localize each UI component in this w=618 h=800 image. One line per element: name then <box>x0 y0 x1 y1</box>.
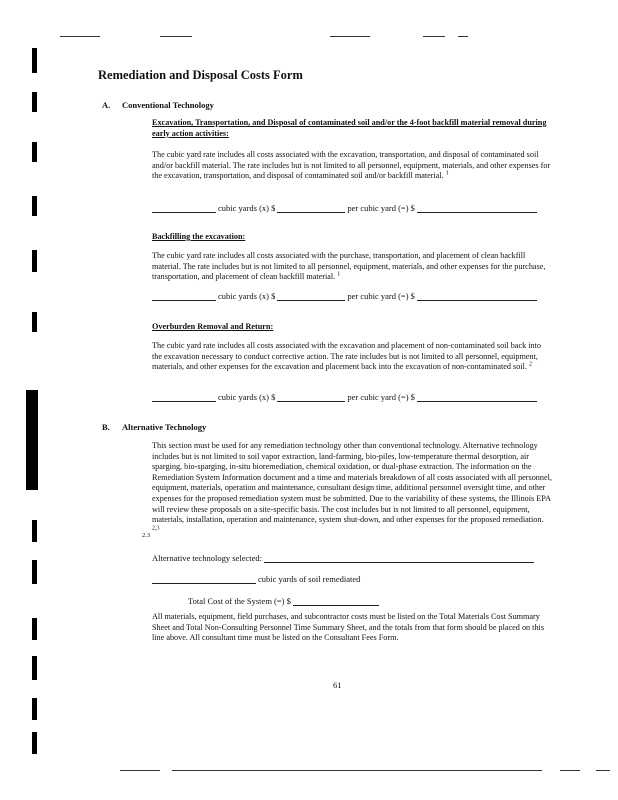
overburden-body: The cubic yard rate includes all costs associated with the excavation and placement of non-contaminated soil back into the excavation necessary to conduct corrective action. The rate includes but is not limited to all personnel, equipment, materials, and other expenses for the excavation and placement back into the excavation of non-contaminated soil. <box>152 341 541 372</box>
backfilling-paragraph <box>152 251 552 283</box>
scan-line <box>458 36 468 37</box>
excavation-cost-row <box>152 203 537 213</box>
cubic-yards-remediated-field[interactable] <box>152 574 256 584</box>
backfilling-heading: Backfilling the excavation: <box>152 232 246 241</box>
excavation-cubic-yards-field[interactable] <box>152 203 216 213</box>
overburden-cubic-yards-field[interactable] <box>152 392 216 402</box>
cubic-yards-remediated-label: cubic yards of soil remediated <box>258 574 361 584</box>
backfilling-total-field[interactable] <box>417 291 537 301</box>
excavation-heading: Excavation, Transportation, and Disposal of contaminated soil and/or the 4-foot backfill material removal during early action activities: <box>152 118 547 138</box>
backfilling-body: The cubic yard rate includes all costs associated with the purchase, transportation, and placement of clean backfill material. The rate includes but is not limited to all personnel, equipment, materials, and other expenses for the purchase, transportation, and placement of clean backfill material. <box>152 251 546 282</box>
backfilling-cost-row <box>152 291 537 301</box>
margin-mark: 2.3 <box>142 532 151 539</box>
cubic-yards-remediated-row <box>152 574 360 584</box>
total-cost-label: Total Cost of the System (=) $ <box>188 596 291 606</box>
section-a-title: Conventional Technology <box>122 100 214 110</box>
scan-line <box>330 36 370 37</box>
alternative-selected-row <box>152 553 534 563</box>
scan-line <box>596 770 610 771</box>
excavation-body: The cubic yard rate includes all costs associated with the excavation, transportation, and disposal of contaminated soil and/or backfill material. The rate includes but is not limited to all personnel, equipment, materials, and other expenses for the excavation, transportation, and disposal of contaminated soil and/or backfill material. <box>152 150 551 181</box>
overburden-paragraph <box>152 341 552 373</box>
alternative-selected-label: Alternative technology selected: <box>152 553 262 563</box>
closing-paragraph: All materials, equipment, field purchases, and subcontractor costs must be listed on the Total Materials Cost Summary Sheet and Total Non-Consulting Personnel Time Summary Sheet, and the totals from that form should be placed on this line above. All consultant time must be listed on the Consultant Fees Form. <box>152 612 545 643</box>
backfilling-rate-field[interactable] <box>277 291 345 301</box>
binding-mark <box>32 560 37 584</box>
total-cost-row <box>188 596 379 606</box>
binding-mark <box>26 390 38 490</box>
binding-mark <box>32 520 37 542</box>
total-cost-field[interactable] <box>293 596 379 606</box>
binding-mark <box>32 312 37 332</box>
binding-mark <box>32 250 37 272</box>
per-cubic-yard-label: per cubic yard (=) $ <box>347 203 415 213</box>
overburden-heading: Overburden Removal and Return: <box>152 322 274 331</box>
scan-line <box>120 770 160 771</box>
binding-mark <box>32 92 37 112</box>
overburden-cost-row <box>152 392 537 402</box>
binding-mark <box>32 618 37 640</box>
per-cubic-yard-label: per cubic yard (=) $ <box>347 291 415 301</box>
section-b-title: Alternative Technology <box>122 422 207 432</box>
scan-line <box>560 770 580 771</box>
cubic-yards-label: cubic yards (x) $ <box>218 291 276 301</box>
per-cubic-yard-label: per cubic yard (=) $ <box>347 392 415 402</box>
binding-mark <box>32 732 37 754</box>
scan-line <box>160 36 192 37</box>
alternative-body: This section must be used for any remediation technology other than conventional technology. Alternative technology includes but is not limited to soil vapor extraction, land-farming, bio-piles, low-temperature thermal desorption, air sparging, bio-sparging, in-situ bioremediation, chemical oxidation, or dual-phase extraction. The information on the Remediation System Information document and a time and materials breakdown of all costs associated with all personnel, equipment, materials, operation and maintenance, consultant design time, additional personnel oversight time, and other expenses for the proposed remediation system must be submitted. Due to the variability of these systems, the Illinois EPA will review these proposals on a site-specific basis. The cost includes but is not limited to all personnel, equipment, materials, installation, operation and maintenance, system shut-down, and other expenses for the proposed remediation. <box>152 441 552 525</box>
excavation-total-field[interactable] <box>417 203 537 213</box>
footnote-ref: 1 <box>445 170 449 177</box>
cubic-yards-label: cubic yards (x) $ <box>218 203 276 213</box>
overburden-rate-field[interactable] <box>277 392 345 402</box>
binding-mark <box>32 656 37 680</box>
alternative-selected-field[interactable] <box>264 553 534 563</box>
scan-line <box>60 36 100 37</box>
backfilling-cubic-yards-field[interactable] <box>152 291 216 301</box>
footnote-ref: 2 <box>528 361 532 368</box>
scan-line <box>423 36 445 37</box>
page-number: 61 <box>333 680 342 690</box>
scan-line <box>172 770 542 771</box>
overburden-total-field[interactable] <box>417 392 537 402</box>
excavation-rate-field[interactable] <box>277 203 345 213</box>
page-title: Remediation and Disposal Costs Form <box>98 68 303 82</box>
binding-mark <box>32 196 37 216</box>
cubic-yards-label: cubic yards (x) $ <box>218 392 276 402</box>
binding-mark <box>32 48 37 73</box>
binding-mark <box>32 142 37 162</box>
section-b-label: B. <box>102 422 110 432</box>
section-a-label: A. <box>102 100 111 110</box>
binding-mark <box>32 698 37 720</box>
footnote-ref: 1 <box>337 271 341 278</box>
footnote-ref: 2,3 <box>152 525 160 532</box>
excavation-paragraph <box>152 150 552 182</box>
alternative-paragraph <box>152 441 552 536</box>
